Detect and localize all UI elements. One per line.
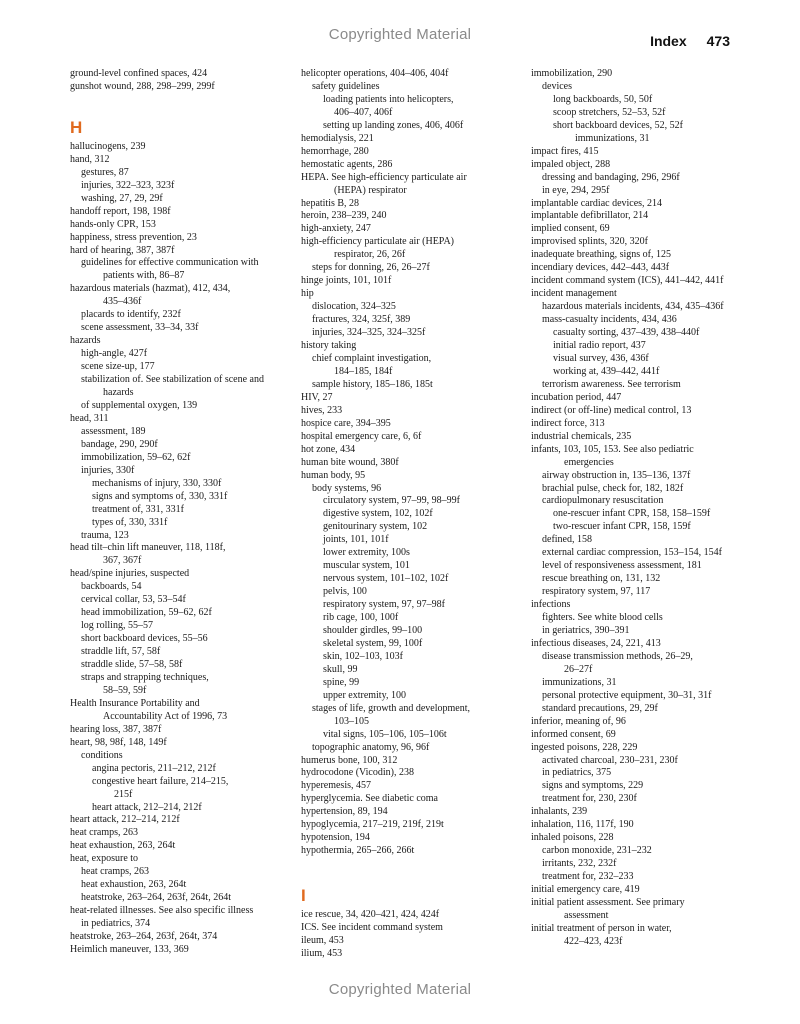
- index-entry: inadequate breathing, signs of, 125: [531, 249, 671, 261]
- index-subentry: dressing and bandaging, 296, 296f: [542, 171, 680, 183]
- index-entry: informed consent, 69: [531, 728, 616, 740]
- index-continuation: immunizations, 31: [575, 132, 650, 144]
- index-entry: incident command system (ICS), 441–442, 441f: [531, 275, 724, 287]
- index-entry: hemostatic agents, 286: [301, 158, 393, 170]
- index-entry: implied consent, 69: [531, 223, 610, 235]
- index-continuation: 215f: [114, 788, 133, 800]
- index-continuation: emergencies: [564, 456, 614, 468]
- index-entry: human bite wound, 380f: [301, 456, 399, 468]
- index-subentry: carbon monoxide, 231–232: [542, 845, 652, 857]
- index-subentry: treatment for, 230, 230f: [542, 793, 637, 805]
- index-subentry: trauma, 123: [81, 529, 129, 541]
- index-entry: hemodialysis, 221: [301, 132, 374, 144]
- index-entry: hospice care, 394–395: [301, 417, 391, 429]
- index-subsubentry: nervous system, 101–102, 102f: [323, 573, 449, 585]
- index-entry: HIV, 27: [301, 391, 333, 403]
- index-entry: impaled object, 288: [531, 158, 611, 170]
- index-entry: hallucinogens, 239: [70, 140, 146, 152]
- index-subsubentry: one-rescuer infant CPR, 158, 158–159f: [553, 508, 711, 520]
- index-entry: hearing loss, 387, 387f: [70, 723, 162, 735]
- running-head: [650, 33, 730, 49]
- index-subentry: of supplemental oxygen, 139: [81, 399, 198, 411]
- index-subentry: fractures, 324, 325f, 389: [312, 314, 411, 326]
- index-continuation: 406–407, 406f: [334, 106, 393, 118]
- index-entry: hypoglycemia, 217–219, 219f, 219t: [301, 819, 444, 831]
- index-subentry: topographic anatomy, 96, 96f: [312, 741, 430, 753]
- index-subsubentry: types of, 330, 331f: [92, 516, 168, 528]
- index-subsubentry: respiratory system, 97, 97–98f: [323, 599, 445, 611]
- index-subentry: gestures, 87: [81, 166, 129, 178]
- index-subentry: devices: [542, 80, 572, 92]
- index-entry: heat, exposure to: [70, 853, 139, 865]
- index-entry: inhaled poisons, 228: [531, 832, 614, 844]
- index-entry: implantable cardiac devices, 214: [531, 197, 663, 209]
- index-entry: ICS. See incident command system: [301, 922, 443, 934]
- index-subsubentry: muscular system, 101: [323, 560, 410, 572]
- index-subentry: immunizations, 31: [542, 676, 617, 688]
- index-subentry: injuries, 322–323, 323f: [81, 179, 175, 191]
- index-subentry: steps for donning, 26, 26–27f: [312, 262, 430, 274]
- index-entry: hepatitis B, 28: [301, 197, 360, 209]
- index-subentry: head immobilization, 59–62, 62f: [81, 607, 212, 619]
- index-entry: hand, 312: [70, 153, 110, 165]
- index-entry: improvised splints, 320, 320f: [531, 236, 648, 248]
- copyright-watermark-bottom: Copyrighted Material: [328, 981, 472, 998]
- index-subsubentry: rib cage, 100, 100f: [323, 612, 399, 624]
- index-subentry: standard precautions, 29, 29f: [542, 702, 658, 714]
- index-entry: incubation period, 447: [531, 391, 622, 403]
- index-continuation: hazards: [103, 387, 134, 399]
- index-subentry: stages of life, growth and development,: [312, 702, 471, 714]
- index-subentry: in pediatrics, 374: [81, 918, 151, 930]
- index-subentry: straddle slide, 57–58, 58f: [81, 659, 183, 671]
- index-entry: high-efficiency particulate air (HEPA): [301, 236, 454, 248]
- index-entry: implantable defibrillator, 214: [531, 210, 649, 222]
- index-entry: hydrocodone (Vicodin), 238: [301, 767, 414, 779]
- index-subsubentry: short backboard devices, 52, 52f: [553, 119, 683, 131]
- page-number: 473: [706, 33, 730, 49]
- index-subentry: high-angle, 427f: [81, 348, 148, 360]
- index-subentry: disease transmission methods, 26–29,: [542, 650, 693, 662]
- index-entry: hyperglycemia. See diabetic coma: [301, 793, 438, 805]
- index-subentry: straps and strapping techniques,: [81, 671, 209, 683]
- index-subentry: irritants, 232, 232f: [542, 858, 617, 870]
- index-entry: inferior, meaning of, 96: [531, 715, 626, 727]
- index-subsubentry: skeletal system, 99, 100f: [323, 637, 423, 649]
- index-subentry: backboards, 54: [81, 581, 142, 593]
- section-letter-h: H: [70, 117, 83, 137]
- index-subentry: safety guidelines: [312, 80, 380, 92]
- index-entry: heat cramps, 263: [70, 827, 139, 839]
- index-entry: heat exhaustion, 263, 264t: [70, 840, 176, 852]
- index-subsubentry: working at, 439–442, 441f: [553, 365, 660, 377]
- index-entry: infections: [531, 599, 571, 611]
- index-continuation: 58–59, 59f: [103, 684, 147, 696]
- index-entry: heart, 98, 98f, 148, 149f: [70, 736, 167, 748]
- index-entry: Health Insurance Portability and: [70, 697, 200, 709]
- index-column-2: [301, 68, 521, 961]
- index-entry: hypotension, 194: [301, 832, 370, 844]
- index-continuation: 26–27f: [564, 663, 593, 675]
- index-entry: hyperemesis, 457: [301, 780, 371, 792]
- index-entry: hypothermia, 265–266, 266t: [301, 845, 415, 857]
- section-title: Index: [650, 33, 687, 49]
- index-subsubentry: skin, 102–103, 103f: [323, 650, 403, 662]
- index-entry: hard of hearing, 387, 387f: [70, 244, 175, 256]
- index-subentry: in eye, 294, 295f: [542, 184, 610, 196]
- index-subentry: placards to identify, 232f: [81, 309, 181, 321]
- index-subentry: assessment, 189: [81, 425, 146, 437]
- index-entry: indirect force, 313: [531, 417, 605, 429]
- index-entry: hypertension, 89, 194: [301, 806, 388, 818]
- index-entry: incident management: [531, 288, 617, 300]
- index-subentry: injuries, 330f: [81, 464, 135, 476]
- index-subsubentry: initial radio report, 437: [553, 340, 646, 352]
- index-subsubentry: pelvis, 100: [323, 586, 367, 598]
- index-subentry: stabilization of. See stabilization of scene and: [81, 374, 264, 386]
- index-subentry: defined, 158: [542, 534, 592, 546]
- index-subentry: bandage, 290, 290f: [81, 438, 158, 450]
- index-subsubentry: mechanisms of injury, 330, 330f: [92, 477, 222, 489]
- index-continuation: 184–185, 184f: [334, 365, 393, 377]
- index-subentry: hazardous materials incidents, 434, 435–436f: [542, 301, 724, 313]
- index-subsubentry: lower extremity, 100s: [323, 547, 410, 559]
- index-subsubentry: signs and symptoms of, 330, 331f: [92, 490, 228, 502]
- copyright-watermark-top: Copyrighted Material: [328, 26, 472, 43]
- index-subentry: short backboard devices, 55–56: [81, 633, 208, 645]
- index-entry: hinge joints, 101, 101f: [301, 275, 392, 287]
- index-entry: initial treatment of person in water,: [531, 922, 672, 934]
- index-subentry: rescue breathing on, 131, 132: [542, 573, 661, 585]
- index-subsubentry: heart attack, 212–214, 212f: [92, 801, 202, 813]
- index-entry: hazards: [70, 335, 101, 347]
- index-continuation: patients with, 86–87: [103, 270, 185, 282]
- index-continuation: Accountability Act of 1996, 73: [103, 710, 228, 722]
- index-subentry: conditions: [81, 749, 123, 761]
- index-entry: heroin, 238–239, 240: [301, 210, 387, 222]
- index-continuation: 103–105: [334, 715, 369, 727]
- index-subsubentry: two-rescuer infant CPR, 158, 159f: [553, 521, 691, 533]
- index-subsubentry: shoulder girdles, 99–100: [323, 624, 423, 636]
- index-entry: head/spine injuries, suspected: [70, 568, 190, 580]
- index-column-1: [70, 68, 290, 957]
- index-entry: hazardous materials (hazmat), 412, 434,: [70, 283, 231, 295]
- index-subentry: in pediatrics, 375: [542, 767, 612, 779]
- index-entry: gunshot wound, 288, 298–299, 299f: [70, 80, 215, 92]
- index-entry: human body, 95: [301, 469, 366, 481]
- index-subentry: heat exhaustion, 263, 264t: [81, 879, 187, 891]
- index-continuation: 367, 367f: [103, 555, 142, 567]
- index-entry: heatstroke, 263–264, 263f, 264t, 374: [70, 931, 218, 943]
- index-continuation: respirator, 26, 26f: [334, 249, 406, 261]
- index-subentry: cardiopulmonary resuscitation: [542, 495, 664, 507]
- index-subsubentry: setting up landing zones, 406, 406f: [323, 119, 464, 131]
- index-subentry: mass-casualty incidents, 434, 436: [542, 314, 677, 326]
- index-subentry: in geriatrics, 390–391: [542, 624, 630, 636]
- index-subentry: dislocation, 324–325: [312, 301, 396, 313]
- index-subentry: washing, 27, 29, 29f: [81, 192, 163, 204]
- index-subentry: scene assessment, 33–34, 33f: [81, 322, 199, 334]
- index-entry: hip: [301, 288, 314, 300]
- index-subentry: external cardiac compression, 153–154, 154f: [542, 547, 722, 559]
- index-subentry: brachial pulse, check for, 182, 182f: [542, 482, 684, 494]
- index-subsubentry: treatment of, 331, 331f: [92, 503, 184, 515]
- index-entry: HEPA. See high-efficiency particulate air: [301, 171, 467, 183]
- index-subentry: respiratory system, 97, 117: [542, 586, 651, 598]
- index-subentry: sample history, 185–186, 185t: [312, 378, 433, 390]
- index-subsubentry: visual survey, 436, 436f: [553, 352, 649, 364]
- index-subentry: treatment for, 232–233: [542, 871, 634, 883]
- index-entry: initial emergency care, 419: [531, 884, 640, 896]
- index-subentry: injuries, 324–325, 324–325f: [312, 327, 426, 339]
- index-subsubentry: spine, 99: [323, 676, 360, 688]
- index-subsubentry: long backboards, 50, 50f: [553, 93, 653, 105]
- index-subsubentry: congestive heart failure, 214–215,: [92, 775, 229, 787]
- index-entry: helicopter operations, 404–406, 404f: [301, 68, 449, 79]
- index-entry: ground-level confined spaces, 424: [70, 68, 208, 79]
- index-entry: ileum, 453: [301, 935, 344, 947]
- index-entry: initial patient assessment. See primary: [531, 897, 685, 908]
- index-entry: ice rescue, 34, 420–421, 424, 424f: [301, 909, 440, 921]
- index-entry: head, 311: [70, 412, 109, 424]
- index-entry: heart attack, 212–214, 212f: [70, 814, 180, 826]
- index-subentry: terrorism awareness. See terrorism: [542, 378, 681, 390]
- index-subentry: level of responsiveness assessment, 181: [542, 560, 702, 572]
- index-subentry: heat cramps, 263: [81, 866, 150, 878]
- index-subentry: immobilization, 59–62, 62f: [81, 451, 191, 463]
- index-continuation: 422–423, 423f: [564, 935, 623, 947]
- index-subsubentry: loading patients into helicopters,: [323, 93, 454, 105]
- section-letter-i: I: [301, 886, 306, 906]
- index-entry: hot zone, 434: [301, 443, 356, 455]
- index-entry: industrial chemicals, 235: [531, 430, 632, 442]
- index-entry: head tilt–chin lift maneuver, 118, 118f,: [70, 542, 226, 554]
- index-subentry: airway obstruction in, 135–136, 137f: [542, 469, 691, 481]
- index-entry: infants, 103, 105, 153. See also pediatric: [531, 443, 694, 455]
- index-entry: hemorrhage, 280: [301, 145, 369, 157]
- index-subentry: personal protective equipment, 30–31, 31f: [542, 689, 712, 701]
- index-subentry: heatstroke, 263–264, 263f, 264t, 264t: [81, 892, 231, 904]
- index-subsubentry: scoop stretchers, 52–53, 52f: [553, 106, 666, 118]
- index-entry: high-anxiety, 247: [301, 223, 371, 235]
- index-entry: ilium, 453: [301, 948, 343, 959]
- index-entry: hives, 233: [301, 404, 343, 416]
- index-subentry: scene size-up, 177: [81, 361, 155, 373]
- index-entry: ingested poisons, 228, 229: [531, 741, 638, 753]
- index-subentry: guidelines for effective communication with: [81, 257, 259, 269]
- index-entry: indirect (or off-line) medical control, 13: [531, 404, 692, 416]
- index-entry: Heimlich maneuver, 133, 369: [70, 944, 189, 955]
- index-subentry: body systems, 96: [312, 482, 382, 494]
- index-subentry: activated charcoal, 230–231, 230f: [542, 754, 678, 766]
- index-subentry: chief complaint investigation,: [312, 352, 432, 364]
- index-continuation: (HEPA) respirator: [334, 184, 407, 196]
- index-entry: handoff report, 198, 198f: [70, 205, 171, 217]
- index-entry: inhalants, 239: [531, 806, 588, 818]
- index-subsubentry: casualty sorting, 437–439, 438–440f: [553, 327, 700, 339]
- index-continuation: assessment: [564, 909, 609, 921]
- index-entry: heat-related illnesses. See also specific illness: [70, 905, 254, 917]
- index-entry: history taking: [301, 340, 357, 352]
- index-entry: inhalation, 116, 117f, 190: [531, 819, 634, 831]
- index-subsubentry: skull, 99: [323, 663, 358, 675]
- index-entry: incendiary devices, 442–443, 443f: [531, 262, 670, 274]
- index-entry: hands-only CPR, 153: [70, 218, 156, 230]
- index-entry: immobilization, 290: [531, 68, 613, 79]
- index-entry: hospital emergency care, 6, 6f: [301, 430, 422, 442]
- index-subsubentry: joints, 101, 101f: [323, 534, 389, 546]
- index-subentry: cervical collar, 53, 53–54f: [81, 594, 186, 606]
- index-column-3: [531, 68, 751, 949]
- index-subentry: fighters. See white blood cells: [542, 612, 663, 624]
- index-entry: happiness, stress prevention, 23: [70, 231, 197, 243]
- index-subsubentry: angina pectoris, 211–212, 212f: [92, 762, 216, 774]
- index-continuation: 435–436f: [103, 296, 142, 308]
- index-subsubentry: digestive system, 102, 102f: [323, 508, 433, 520]
- index-subentry: straddle lift, 57, 58f: [81, 646, 161, 658]
- index-subsubentry: circulatory system, 97–99, 98–99f: [323, 495, 460, 507]
- index-subsubentry: upper extremity, 100: [323, 689, 406, 701]
- index-subentry: log rolling, 55–57: [81, 620, 153, 632]
- index-entry: humerus bone, 100, 312: [301, 754, 398, 766]
- index-subsubentry: genitourinary system, 102: [323, 521, 428, 533]
- index-subentry: signs and symptoms, 229: [542, 780, 644, 792]
- index-subsubentry: vital signs, 105–106, 105–106t: [323, 728, 447, 740]
- index-entry: impact fires, 415: [531, 145, 599, 157]
- index-entry: infectious diseases, 24, 221, 413: [531, 637, 661, 649]
